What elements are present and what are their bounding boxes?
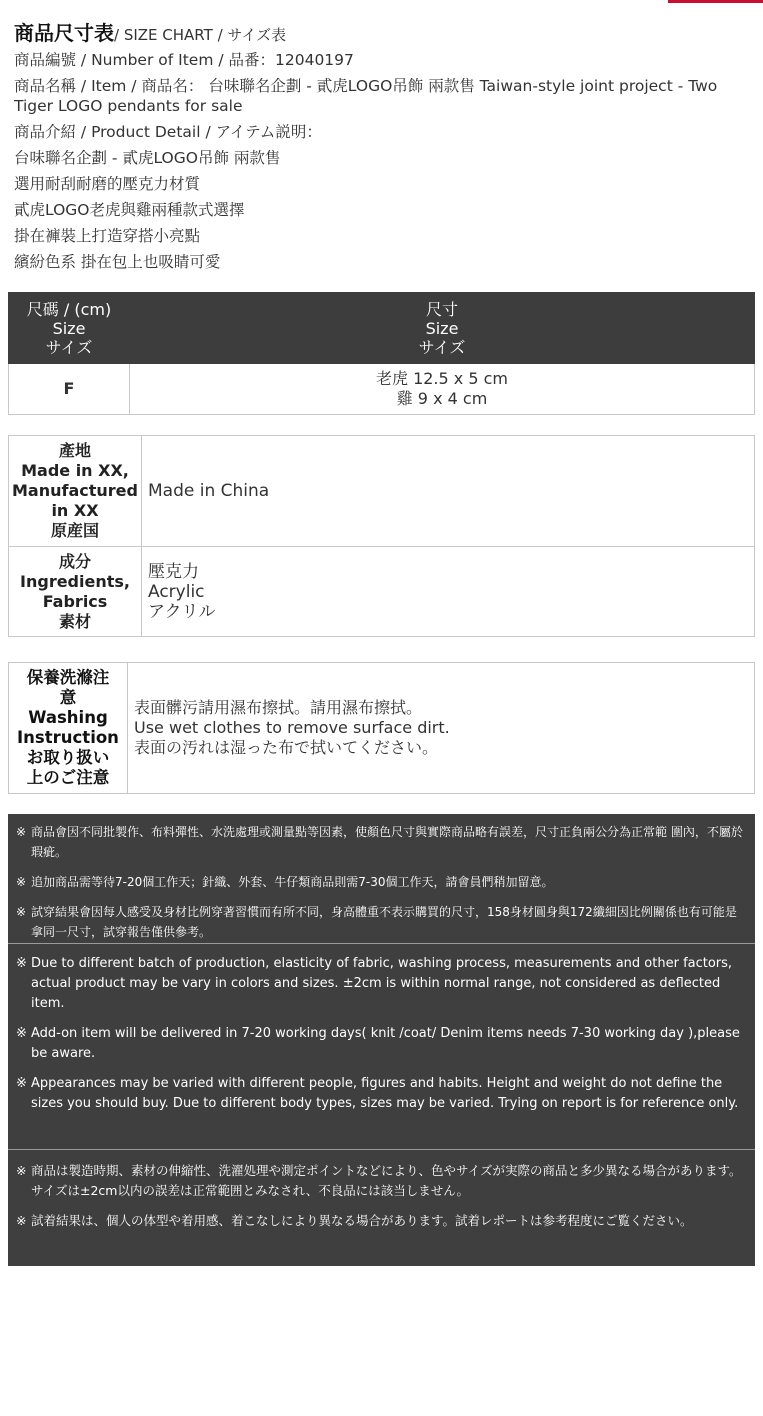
top-accent-bar (668, 0, 763, 3)
detail-line: 選用耐刮耐磨的壓克力材質 (14, 175, 201, 193)
table-row (9, 663, 755, 794)
detail-label: 商品介紹 / Product Detail / アイテム説明： (14, 123, 322, 141)
list-item: ※ 試穿結果會因每人感受及身材比例穿著習慣而有所不同，身高體重不表示購買的尺寸，158身材圓身與172纖細因比例關係也有可能是拿同一尺寸，試穿報告僅供參考。 (16, 905, 737, 939)
dimension-header-cell: 尺寸 Size サイズ (130, 293, 755, 364)
list-item: ※ 商品は製造時期、素材の伸縮性、洗濯処理や測定ポイントなどにより、色やサイズが実際の商品と多少異なる場合があります。サイズは±2cm以内の誤差は正常範囲とみなされ、不良品には該当しません。 (16, 1163, 742, 1198)
material-value: 壓克力 Acrylic アクリル (142, 547, 755, 637)
detail-line: 台味聯名企劃 - 貳虎LOGO吊飾 兩款售 (14, 149, 281, 167)
item-number: 商品編號 / Number of Item / 品番：12040197 (14, 51, 354, 69)
list-item: ※ 追加商品需等待7-20個工作天；針織、外套、牛仔類商品則需7-30個工作天，請會員們稍加留意。 (16, 875, 554, 889)
origin-value: Made in China (142, 436, 755, 547)
origin-material-table (8, 435, 755, 637)
table-row (9, 547, 755, 637)
care-table (8, 662, 755, 794)
product-info (14, 18, 754, 278)
list-item: ※ 試着結果は、個人の体型や着用感、着こなしにより異なる場合があります。試着レポートは参考程度にご覧ください。 (16, 1213, 693, 1228)
dimension-cell: 老虎 12.5 x 5 cm 雞 9 x 4 cm (130, 364, 755, 415)
care-value: 表面髒污請用濕布擦拭。請用濕布擦拭。 Use wet clothes to remove surface dirt. 表面の汚れは湿った布で拭いてください。 (128, 663, 755, 794)
list-item: ※ Add-on item will be delivered in 7-20 working days( knit /coat/ Denim items needs 7-30 working day ),please be aware. (16, 1026, 740, 1061)
detail-line: 貳虎LOGO老虎與雞兩種款式選擇 (14, 201, 245, 219)
list-item: ※ Due to different batch of production, elasticity of fabric, washing process, measurements and other factors, actual product may be vary in colors and sizes. ±2cm is within normal range, not considered as deflected item. (16, 956, 733, 1011)
size-table (8, 292, 755, 415)
list-item: ※ 商品會因不同批製作、布料彈性、水洗處理或測量點等因素，使顏色尺寸與實際商品略有誤差，尺寸正負兩公分為正常範 圍內，不屬於瑕疵。 (16, 825, 743, 859)
notes-ja (8, 1150, 755, 1266)
care-label: 保養洗滌注 意 Washing Instruction お取り扱い 上のご注意 (9, 663, 128, 794)
list-item: ※ Appearances may be varied with different people, figures and habits. Height and weight do not define the sizes you should buy. Due to different body types, sizes may be varied. Trying on report is for reference only. (16, 1076, 739, 1111)
title-rest: / SIZE CHART / サイズ表 (114, 26, 287, 44)
table-row (9, 436, 755, 547)
size-header-cell: 尺碼 / (cm) Size サイズ (9, 293, 130, 364)
title-main: 商品尺寸表 (14, 21, 114, 45)
notes-panel (8, 814, 755, 1266)
notes-en (8, 944, 755, 1150)
item-name: 商品名稱 / Item / 商品名： 台味聯名企劃 - 貳虎LOGO吊飾 兩款售 Taiwan-style joint project - Two Tiger LOGO pendants for sale (14, 77, 718, 115)
origin-label: 產地 Made in XX, Manufactured in XX 原産国 (9, 436, 142, 547)
page-title (14, 18, 754, 50)
table-row (9, 364, 755, 415)
detail-line: 繽紛色系 掛在包上也吸睛可愛 (14, 253, 221, 271)
size-table-header (9, 293, 755, 364)
size-cell: F (9, 364, 130, 415)
notes-zh (8, 814, 755, 944)
material-label: 成分 Ingredients, Fabrics 素材 (9, 547, 142, 637)
detail-line: 掛在褲裝上打造穿搭小亮點 (14, 227, 201, 245)
